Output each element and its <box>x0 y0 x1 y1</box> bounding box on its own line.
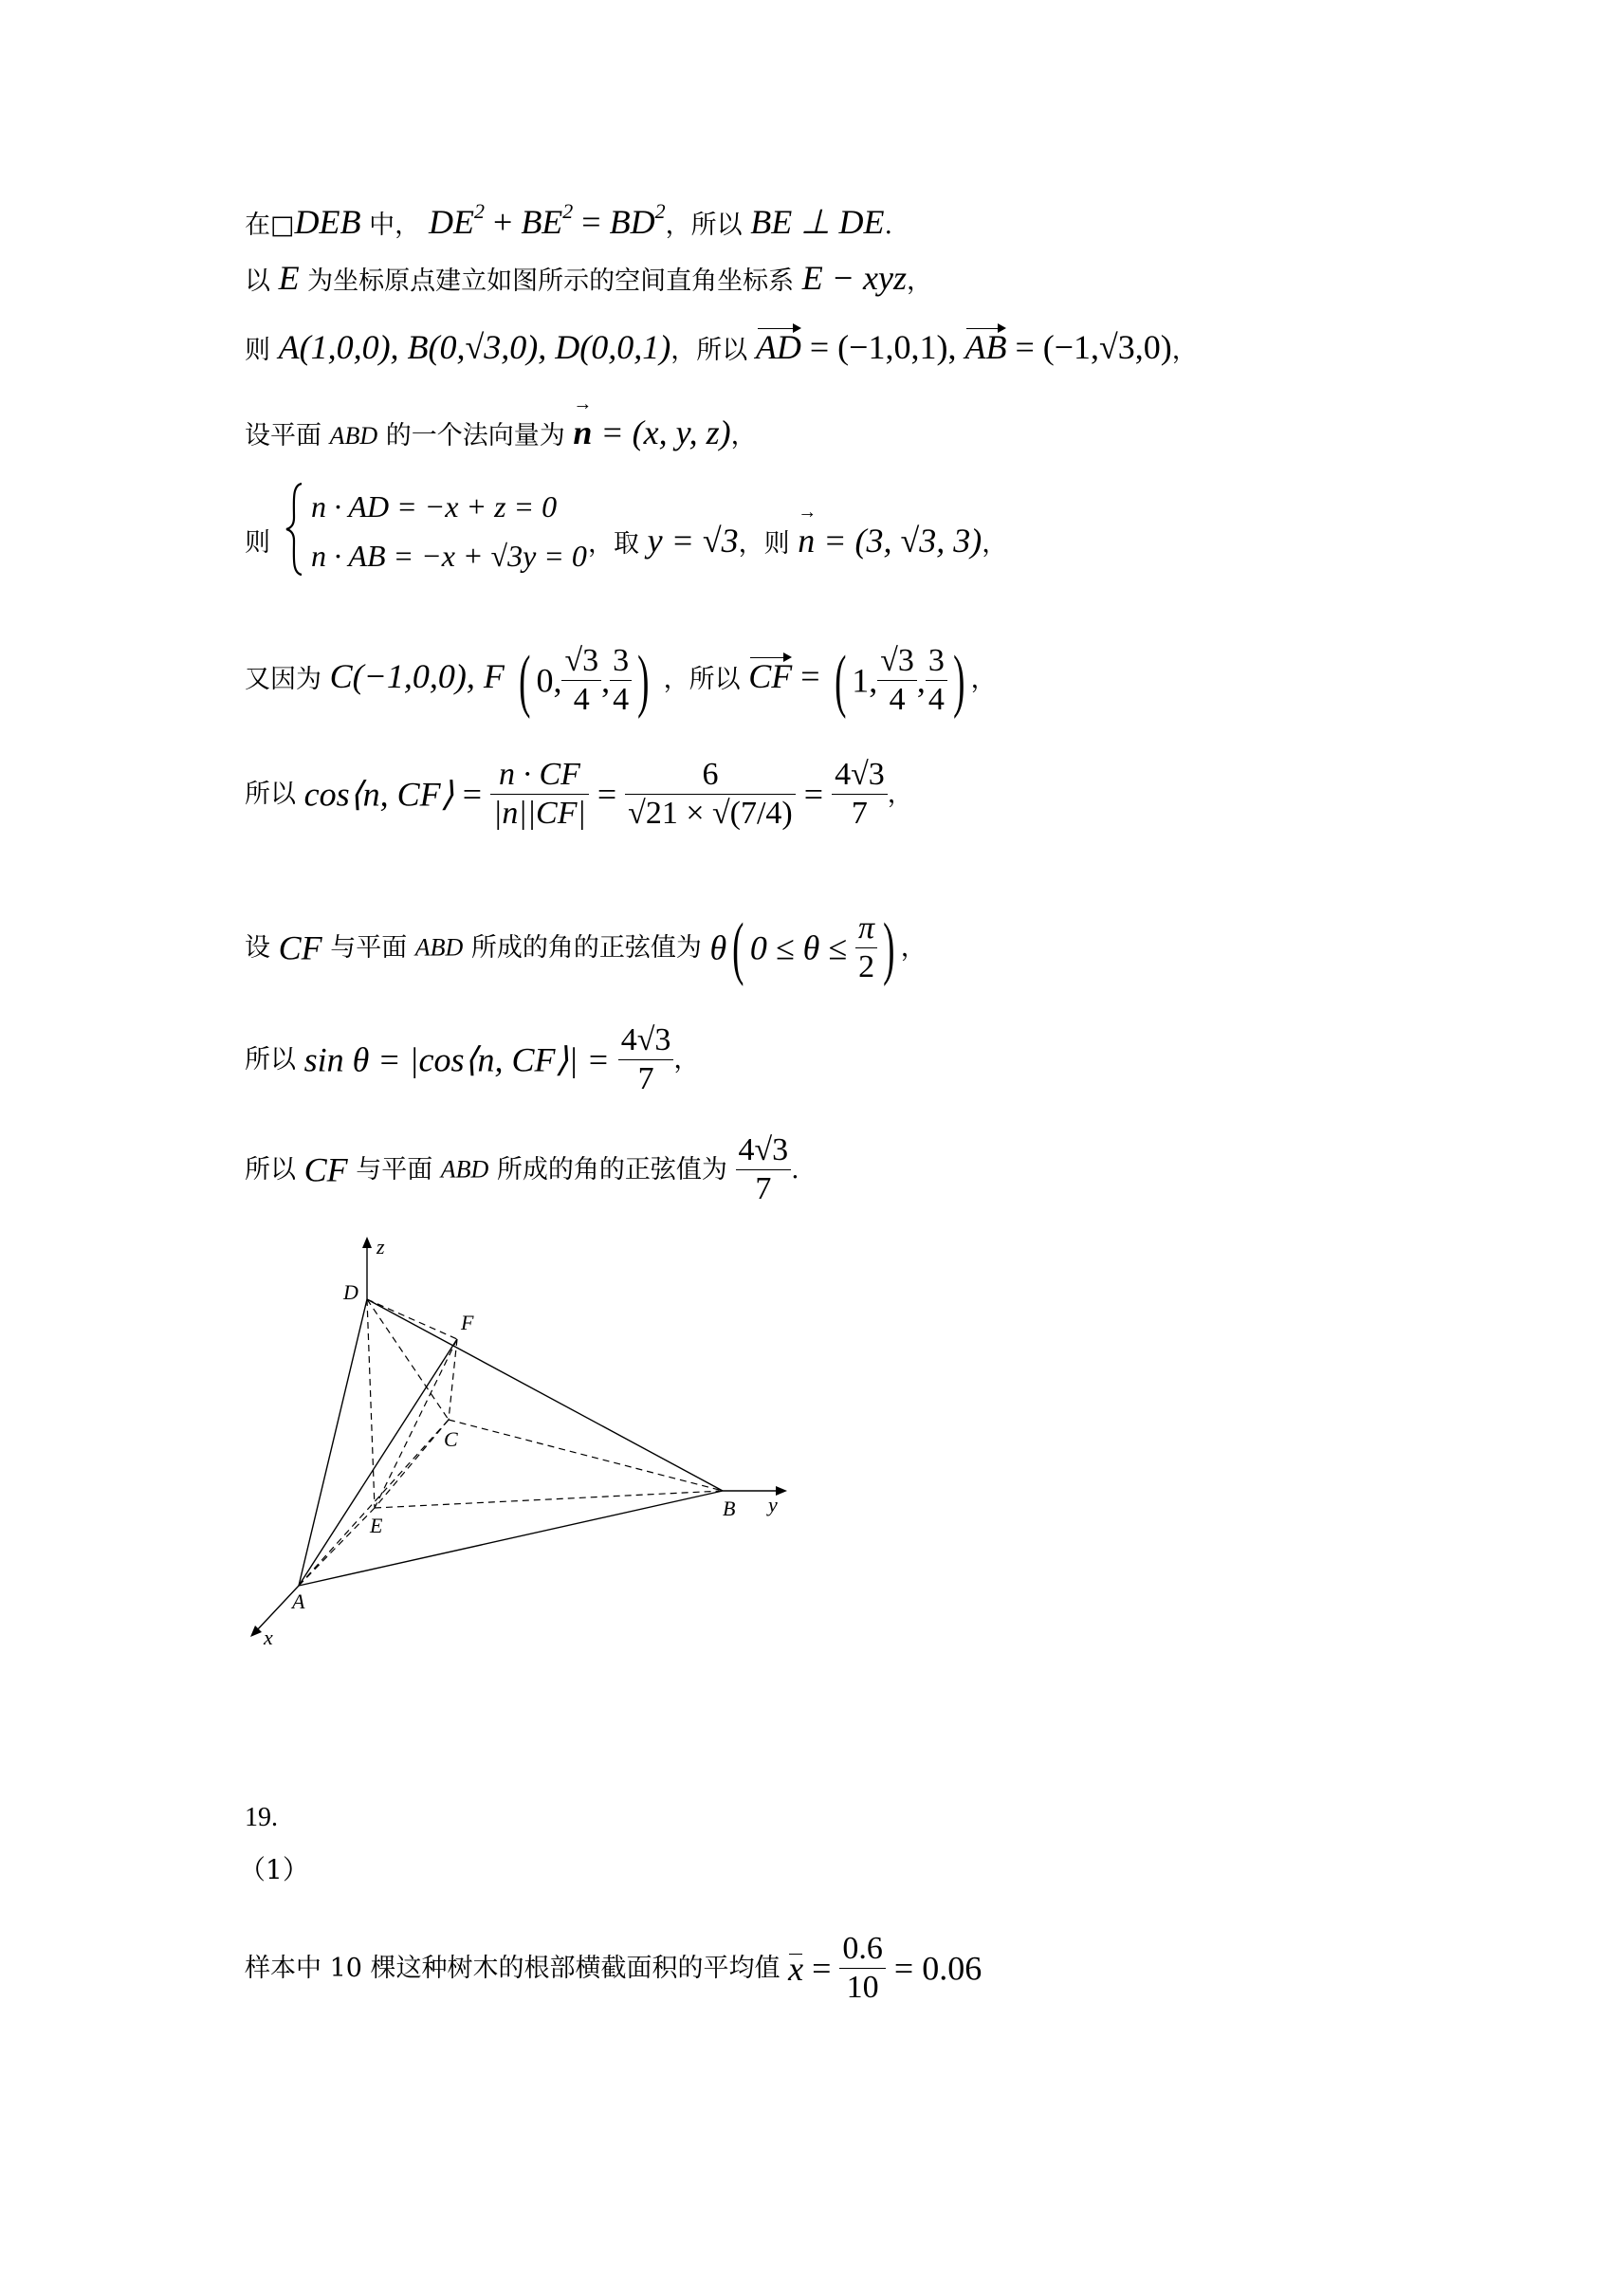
point-C-coordinates: C(−1,0,0), F <box>329 657 505 695</box>
geometry-figure <box>237 1233 806 1660</box>
edge-DA <box>299 1299 367 1586</box>
conclusion-fraction: $\frac{4√3}{7}$ <box>736 1134 792 1205</box>
pythagorean-equation: $DE^2 + BE^2 = BD^2$ <box>429 199 666 241</box>
text: 在 <box>245 211 270 240</box>
line-system-equations: 则 <box>245 528 270 558</box>
label-C: C <box>444 1427 458 1451</box>
vector-CF: CF <box>748 657 793 695</box>
F-z-fraction: $\frac{3}{4}$ <box>610 645 632 716</box>
vector-AD: AD <box>755 328 801 366</box>
label-z: z <box>376 1235 385 1258</box>
label-B: B <box>723 1497 736 1520</box>
text: ，所以 <box>665 211 751 240</box>
triangle-symbol: □ <box>270 211 295 240</box>
label-F: F <box>461 1311 474 1334</box>
label-y: y <box>768 1493 778 1516</box>
line-sample-mean: 样本中 10 棵这种树木的根部横截面积的平均值 x = $\frac{0.6}{10}$ = 0.06 <box>245 1931 982 2005</box>
y-choice: y = √3 <box>647 522 739 560</box>
question-number: 19. <box>245 1803 278 1832</box>
cos-value-fraction: $\frac{6}{√21 \times √(7/4)}$ <box>625 759 796 830</box>
question-part: （1） <box>239 1854 309 1885</box>
line-coordinate-system: 以 E 为坐标原点建立如图所示的空间直角坐标系 E − xyz， <box>245 259 933 297</box>
line-sine-value: 所以 sin θ = |cos⟨n, CF⟩| = $\frac{4√3}{7}$ ， <box>245 1022 700 1096</box>
y-arrow <box>776 1486 787 1496</box>
label-D: D <box>343 1280 358 1304</box>
cos-formula-fraction: $\frac{n \cdot CF}{|n||CF|}$ <box>490 759 589 830</box>
edge-AC <box>299 1420 449 1586</box>
z-arrow <box>362 1237 372 1248</box>
vector-AD-value: = (−1,0,1), <box>800 328 965 366</box>
theta-range: 0 ≤ θ ≤ <box>749 928 856 967</box>
coordinate-system-name: E − xyz <box>801 259 908 297</box>
normal-vector: n → <box>798 523 815 558</box>
line-vector-CF: 又因为 C(−1,0,0), F ( 0, $\frac{√3}{4}$ , $\frac{3}{4}$ ) ，所以 CF = ( 1, $\frac{√3}{4}$ , $\frac{3}{4}$ ) ， <box>245 641 997 720</box>
pi-over-two: $\frac{\pi}{2}$ <box>855 912 877 983</box>
cos-result-fraction: $\frac{4√3}{7}$ <box>832 759 888 830</box>
triangle-name: DEB <box>294 203 361 241</box>
edge-AE <box>299 1508 375 1586</box>
theta-symbol: θ <box>709 928 727 967</box>
vector-AB: AB <box>964 328 1007 366</box>
mean-result: = 0.06 <box>885 1949 982 1988</box>
label-E: E <box>370 1514 383 1537</box>
F-y-fraction: $\frac{√3}{4}$ <box>561 645 601 716</box>
line-conclusion: 所以 CF 与平面 ABD 所成的角的正弦值为 $\frac{4√3}{7}$ . <box>245 1132 799 1206</box>
equation-row-1: n · AD = −x + z = 0 <box>311 489 558 523</box>
label-x: x <box>264 1626 273 1649</box>
line-sine-definition: 设 CF 与平面 ABD 所成的角的正弦值为 θ( 0 ≤ θ ≤ $\frac{\pi}{2}$ ) ， <box>245 909 927 987</box>
edge-DB <box>367 1299 723 1491</box>
line-system-solution: ，取 y = √3，则 n → = (3, √3, 3)， <box>588 523 1007 558</box>
normal-vector: n → <box>573 415 592 450</box>
edge-EB <box>375 1491 723 1508</box>
line-normal-vector-setup: 设平面 ABD 的一个法向量为 n → = (x, y, z)， <box>245 415 757 450</box>
line-cosine-angle: 所以 cos⟨n, CF⟩ = $\frac{n \cdot CF}{|n||CF|}$ = $\frac{6}{√21 \times √(7/4)}$ = $\frac{4√3}{7}$ ， <box>245 757 913 831</box>
equation-row-2: n · AB = −x + √3y = 0 <box>311 539 587 573</box>
normal-vector-components: = (x, y, z) <box>592 413 731 451</box>
normal-vector-value: = (3, √3, 3) <box>815 522 982 560</box>
line-right-triangle: 在□DEB 中， $DE^2 + BE^2 = BD^2$，所以 BE ⊥ DE. <box>245 199 893 241</box>
edge-CB <box>449 1420 723 1491</box>
edge-AF <box>299 1339 457 1586</box>
perpendicular-statement: BE ⊥ DE <box>750 203 885 241</box>
plane-name: ABD <box>329 422 378 450</box>
cos-expression: cos⟨n, CF⟩ <box>303 775 454 814</box>
mean-fraction: $\frac{0.6}{10}$ <box>839 1933 886 2004</box>
left-brace <box>285 482 305 577</box>
point-coordinates: A(1,0,0), B(0,√3,0), D(0,0,1) <box>278 328 671 366</box>
sine-result-fraction: $\frac{4√3}{7}$ <box>618 1024 674 1095</box>
vector-AB-value: = (−1,√3,0) <box>1006 328 1172 366</box>
edge-DC <box>367 1299 449 1420</box>
x-bar-symbol: x <box>788 1949 804 1988</box>
line-point-coordinates: 则 A(1,0,0), B(0,√3,0), D(0,0,1)，所以 AD = (−1,0,1), AB = (−1,√3,0)， <box>245 328 1198 366</box>
origin-point: E <box>278 259 300 297</box>
edge-AB <box>299 1491 723 1586</box>
label-A: A <box>292 1589 305 1613</box>
sine-expression: sin θ = |cos⟨n, CF⟩| = <box>303 1040 618 1079</box>
text: 中， <box>360 211 421 240</box>
